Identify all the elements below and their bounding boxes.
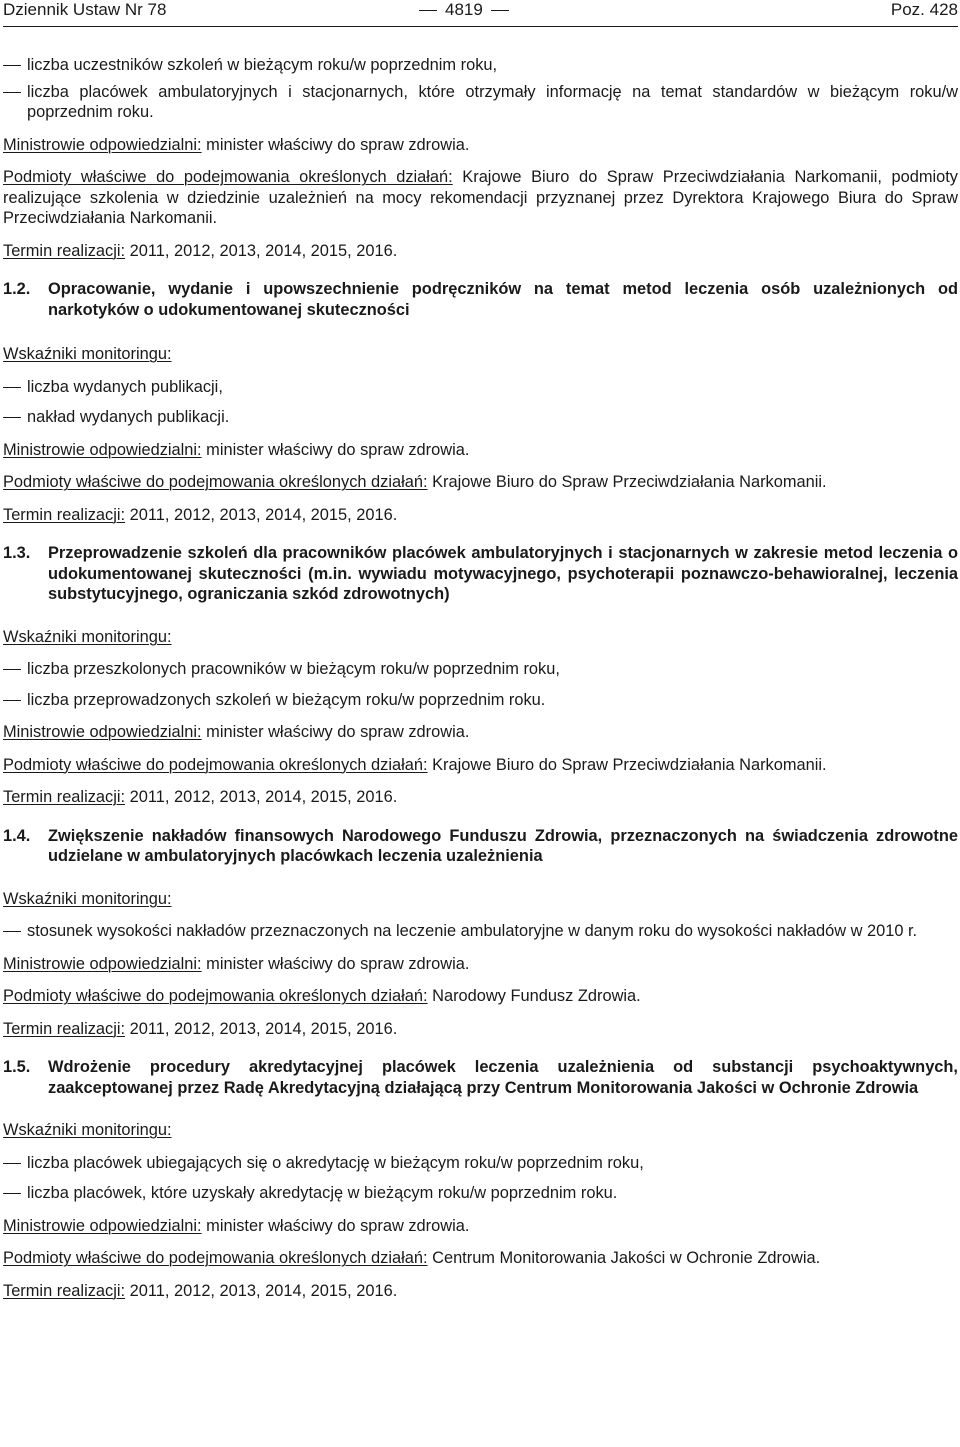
entities-paragraph: Podmioty właściwe do podejmowania określonych działań: Krajowe Biuro do Spraw Przeciwdziałania Narkomanii, podmioty realizujące szkolenia w dziedzinie uzależnień na mocy rekomendacji przyznanej przez Dyrektora Krajowego Biura do Spraw Przeciwdziałania Narkomanii. [3,168,958,227]
entities-paragraph: Podmioty właściwe do podejmowania określonych działań: Narodowy Fundusz Zdrowia. [3,987,641,1005]
list-item: stosunek wysokości nakładów przeznaczonych na leczenie ambulatoryjne w danym roku do wysokości nakładów w 2010 r. [3,921,958,942]
section [3,525,958,808]
dash-left [419,10,437,11]
list-item: liczba uczestników szkoleń w bieżącym roku/w poprzednim roku, [3,55,958,76]
term-line: Termin realizacji: 2011, 2012, 2013, 2014, 2015, 2016. [3,1281,398,1300]
section [3,261,958,525]
em-dash [3,931,21,932]
document-page [3,0,958,1301]
list-item: liczba przeprowadzonych szkoleń w bieżącym roku/w poprzednim roku. [3,690,958,711]
term-line: Termin realizacji: 2011, 2012, 2013, 2014, 2015, 2016. [3,505,398,524]
section-heading [3,543,958,605]
indicators-label: Wskaźniki monitoringu: [3,345,172,363]
em-dash [3,669,21,670]
section-title: Przeprowadzenie szkoleń dla pracowników placówek ambulatoryjnych i stacjonarnych w zakresie metod leczenia o udokumentowanej skuteczności (m.in. wywiadu motywacyjnego, psychoterapii poznawczo-behawioralnej, leczenia substytucyjnego, ograniczania szkód zdrowotnych) [48,544,958,603]
page-number: 4819 [411,0,517,20]
em-dash [3,1163,21,1164]
journal-title: Dziennik Ustaw Nr 78 [3,0,167,19]
section [3,808,958,1040]
section-heading [3,279,958,320]
section-title: Wdrożenie procedury akredytacyjnej placówek leczenia uzależnienia od substancji psychoaktywnych, zaakceptowanej przez Radę Akredytacyjną działającą przy Centrum Monitorowania Jakości w Ochronie Zdrowia [48,1058,958,1097]
section-number: 1.3. [3,544,31,562]
ministry-line: Ministrowie odpowiedzialni: minister właściwy do spraw zdrowia. [3,723,470,741]
section-title: Opracowanie, wydanie i upowszechnienie podręczników na temat metod leczenia osób uzależnionych od narkotyków o udokumentowanej skuteczności [48,280,958,319]
list-item: liczba placówek ambulatoryjnych i stacjonarnych, które otrzymały informację na temat standardów w bieżącym roku/w poprzednim roku. [3,82,958,123]
section [3,1039,958,1301]
entities-paragraph: Podmioty właściwe do podejmowania określonych działań: Centrum Monitorowania Jakości w Ochronie Zdrowia. [3,1249,821,1267]
page-header [3,0,958,28]
section-number: 1.4. [3,826,31,845]
item-position: Poz. 428 [890,0,958,19]
list-item: liczba wydanych publikacji, [3,377,958,398]
em-dash [3,387,21,388]
list-item: nakład wydanych publikacji. [3,407,958,428]
em-dash [3,1193,21,1194]
term-line: Termin realizacji: 2011, 2012, 2013, 2014, 2015, 2016. [3,1019,398,1038]
header-rule [3,26,958,27]
entities-paragraph: Podmioty właściwe do podejmowania określonych działań: Krajowe Biuro do Spraw Przeciwdziałania Narkomanii. [3,755,827,774]
ministry-line: Ministrowie odpowiedzialni: minister właściwy do spraw zdrowia. [3,135,470,154]
term-line: Termin realizacji: 2011, 2012, 2013, 2014, 2015, 2016. [3,241,398,260]
indicators-label: Wskaźniki monitoringu: [3,1121,172,1139]
dash-right [491,10,509,11]
ministry-line: Ministrowie odpowiedzialni: minister właściwy do spraw zdrowia. [3,440,470,459]
ministry-line: Ministrowie odpowiedzialni: minister właściwy do spraw zdrowia. [3,954,470,973]
list-item: liczba przeszkolonych pracowników w bieżącym roku/w poprzednim roku, [3,659,958,680]
section-heading [3,1057,958,1098]
section-heading [3,826,958,867]
em-dash [3,417,21,418]
section-number: 1.2. [3,280,31,298]
section-title: Zwiększenie nakładów finansowych Narodowego Funduszu Zdrowia, przeznaczonych na świadczenia zdrowotne udzielane w ambulatoryjnych placówkach leczenia uzależnienia [48,826,958,865]
sections-container [3,261,958,1301]
term-line: Termin realizacji: 2011, 2012, 2013, 2014, 2015, 2016. [3,788,398,806]
list-item: liczba placówek ubiegających się o akredytację w bieżącym roku/w poprzednim roku, [3,1153,958,1174]
section-number: 1.5. [3,1058,31,1076]
em-dash [3,700,21,701]
ministry-line: Ministrowie odpowiedzialni: minister właściwy do spraw zdrowia. [3,1216,470,1235]
list-item: liczba placówek, które uzyskały akredytację w bieżącym roku/w poprzednim roku. [3,1183,958,1204]
indicators-label: Wskaźniki monitoringu: [3,627,172,646]
entities-paragraph: Podmioty właściwe do podejmowania określonych działań: Krajowe Biuro do Spraw Przeciwdziałania Narkomanii. [3,473,827,491]
indicators-label: Wskaźniki monitoringu: [3,889,172,908]
